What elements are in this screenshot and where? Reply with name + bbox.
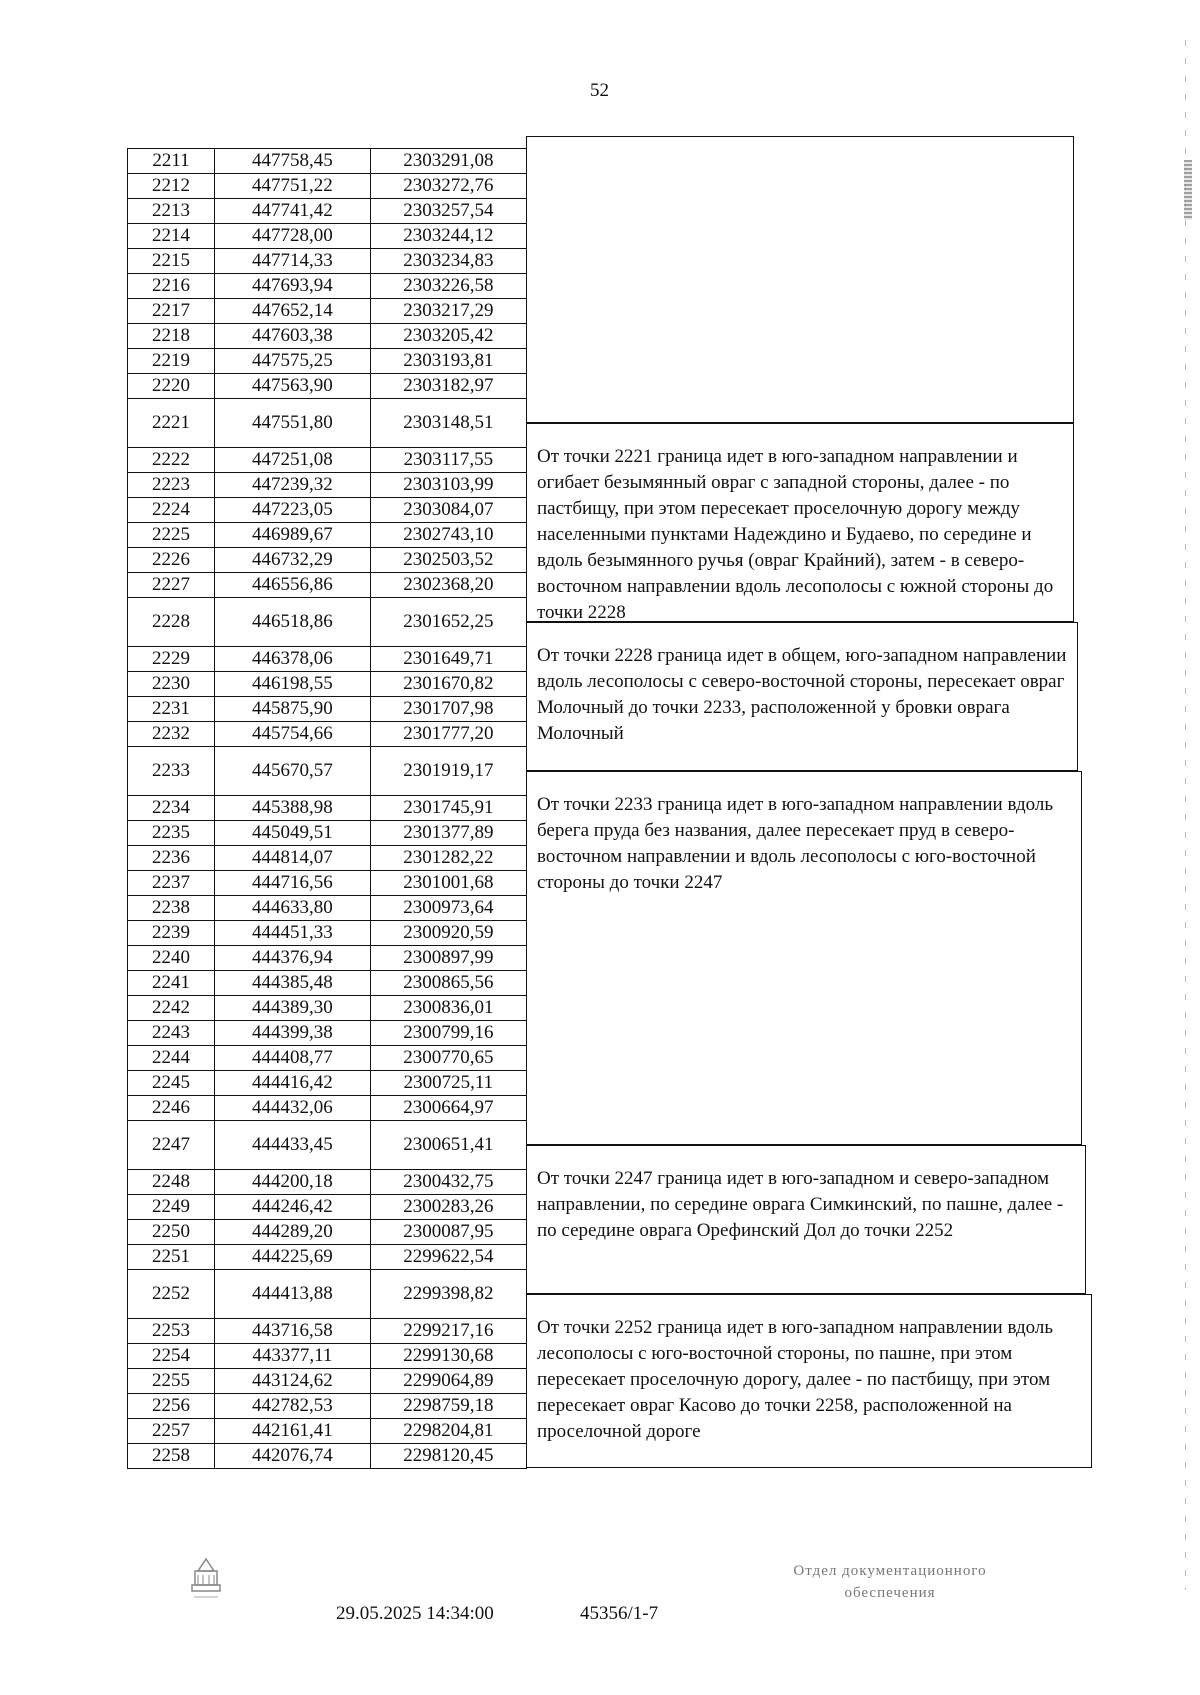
point-number-cell: 2228: [128, 598, 215, 647]
y-coordinate-cell: 2301282,22: [370, 846, 526, 871]
table-row: [128, 448, 527, 473]
y-coordinate-cell: 2303193,81: [370, 349, 526, 374]
point-number-cell: 2243: [128, 1021, 215, 1046]
table-row: [128, 796, 527, 821]
x-coordinate-cell: 445049,51: [215, 821, 371, 846]
point-number-cell: 2211: [128, 149, 215, 174]
y-coordinate-cell: 2300897,99: [370, 946, 526, 971]
table-row: [128, 647, 527, 672]
y-coordinate-cell: 2303272,76: [370, 174, 526, 199]
point-number-cell: 2235: [128, 821, 215, 846]
x-coordinate-cell: 444451,33: [215, 921, 371, 946]
y-coordinate-cell: 2302368,20: [370, 573, 526, 598]
x-coordinate-cell: 445875,90: [215, 697, 371, 722]
table-row: [128, 1021, 527, 1046]
y-coordinate-cell: 2298204,81: [370, 1419, 526, 1444]
point-number-cell: 2250: [128, 1220, 215, 1245]
x-coordinate-cell: 445388,98: [215, 796, 371, 821]
point-number-cell: 2216: [128, 274, 215, 299]
description-cell: [526, 136, 1074, 423]
table-row: [128, 921, 527, 946]
y-coordinate-cell: 2303257,54: [370, 199, 526, 224]
table-row: [128, 573, 527, 598]
description-cell: От точки 2228 граница идет в общем, юго-западном направлении вдоль лесополосы с северо-восточной стороны, пересекает овраг Молочный до точки 2233, расположенной у бровки оврага Молочный: [526, 622, 1078, 771]
x-coordinate-cell: 444416,42: [215, 1071, 371, 1096]
x-coordinate-cell: 447239,32: [215, 473, 371, 498]
y-coordinate-cell: 2303234,83: [370, 249, 526, 274]
x-coordinate-cell: 447741,42: [215, 199, 371, 224]
x-coordinate-cell: 443377,11: [215, 1344, 371, 1369]
table-row: [128, 846, 527, 871]
table-row: [128, 996, 527, 1021]
table-row: [128, 174, 527, 199]
footer-department-stamp: Отдел документационного обеспечения: [793, 1563, 987, 1601]
point-number-cell: 2244: [128, 1046, 215, 1071]
point-number-cell: 2251: [128, 1245, 215, 1270]
table-row: [128, 1046, 527, 1071]
x-coordinate-cell: 447223,05: [215, 498, 371, 523]
y-coordinate-cell: 2303084,07: [370, 498, 526, 523]
point-number-cell: 2242: [128, 996, 215, 1021]
table-row: [128, 523, 527, 548]
y-coordinate-cell: 2298120,45: [370, 1444, 526, 1469]
point-number-cell: 2220: [128, 374, 215, 399]
point-number-cell: 2254: [128, 1344, 215, 1369]
y-coordinate-cell: 2301649,71: [370, 647, 526, 672]
x-coordinate-cell: 444433,45: [215, 1121, 371, 1170]
y-coordinate-cell: 2303205,42: [370, 324, 526, 349]
y-coordinate-cell: 2303103,99: [370, 473, 526, 498]
x-coordinate-cell: 446198,55: [215, 672, 371, 697]
x-coordinate-cell: 442782,53: [215, 1394, 371, 1419]
x-coordinate-cell: 447563,90: [215, 374, 371, 399]
y-coordinate-cell: 2303117,55: [370, 448, 526, 473]
y-coordinate-cell: 2300865,56: [370, 971, 526, 996]
point-number-cell: 2236: [128, 846, 215, 871]
footer-doc-number: 45356/1-7: [580, 1603, 659, 1624]
table-row: [128, 224, 527, 249]
table-row: [128, 274, 527, 299]
point-number-cell: 2231: [128, 697, 215, 722]
x-coordinate-cell: 447251,08: [215, 448, 371, 473]
x-coordinate-cell: 444814,07: [215, 846, 371, 871]
point-number-cell: 2223: [128, 473, 215, 498]
description-cell: От точки 2221 граница идет в юго-западном направлении и огибает безымянный овраг с западной стороны, далее - по пастбищу, при этом пересекает проселочную дорогу между населенными пунктами Надеждино и Будаево, по середине и вдоль безымянного ручья (овраг Крайний), затем - в северо-восточном направлении вдоль лесополосы с южной стороны до точки 2228: [526, 423, 1074, 622]
point-number-cell: 2214: [128, 224, 215, 249]
x-coordinate-cell: 444389,30: [215, 996, 371, 1021]
y-coordinate-cell: 2300432,75: [370, 1170, 526, 1195]
point-number-cell: 2246: [128, 1096, 215, 1121]
x-coordinate-cell: 444385,48: [215, 971, 371, 996]
table-row: [128, 896, 527, 921]
x-coordinate-cell: 447551,80: [215, 399, 371, 448]
point-number-cell: 2217: [128, 299, 215, 324]
table-row: [128, 672, 527, 697]
table-row: [128, 1270, 527, 1319]
x-coordinate-cell: 444716,56: [215, 871, 371, 896]
table-row: [128, 1319, 527, 1344]
y-coordinate-cell: 2300770,65: [370, 1046, 526, 1071]
y-coordinate-cell: 2301652,25: [370, 598, 526, 647]
y-coordinate-cell: 2302503,52: [370, 548, 526, 573]
y-coordinate-cell: 2299130,68: [370, 1344, 526, 1369]
x-coordinate-cell: 447758,45: [215, 149, 371, 174]
x-coordinate-cell: 444200,18: [215, 1170, 371, 1195]
x-coordinate-cell: 446378,06: [215, 647, 371, 672]
y-coordinate-cell: 2303226,58: [370, 274, 526, 299]
y-coordinate-cell: 2300799,16: [370, 1021, 526, 1046]
point-number-cell: 2225: [128, 523, 215, 548]
x-coordinate-cell: 444413,88: [215, 1270, 371, 1319]
y-coordinate-cell: 2301001,68: [370, 871, 526, 896]
y-coordinate-cell: 2303182,97: [370, 374, 526, 399]
x-coordinate-cell: 444633,80: [215, 896, 371, 921]
y-coordinate-cell: 2303217,29: [370, 299, 526, 324]
point-number-cell: 2229: [128, 647, 215, 672]
footer-date: 29.05.2025 14:34:00: [336, 1603, 494, 1624]
table-row: [128, 399, 527, 448]
description-cell: От точки 2247 граница идет в юго-западном и северо-западном направлении, по середине оврага Симкинский, по пашне, далее - по середине оврага Орефинский Дол до точки 2252: [526, 1145, 1086, 1294]
point-number-cell: 2219: [128, 349, 215, 374]
page-number: 52: [590, 80, 609, 101]
table-row: [128, 1220, 527, 1245]
y-coordinate-cell: 2301745,91: [370, 796, 526, 821]
y-coordinate-cell: 2299622,54: [370, 1245, 526, 1270]
table-row: [128, 1369, 527, 1394]
point-number-cell: 2257: [128, 1419, 215, 1444]
table-row: [128, 946, 527, 971]
description-cell: От точки 2233 граница идет в юго-западном направлении вдоль берега пруда без названия, далее пересекает пруд в северо-восточном направлении и вдоль лесополосы с юго-восточной стороны до точки 2247: [526, 771, 1082, 1145]
x-coordinate-cell: 446732,29: [215, 548, 371, 573]
table-row: [128, 598, 527, 647]
description-cell: От точки 2252 граница идет в юго-западном направлении вдоль лесополосы с юго-восточной стороны, по пашне, при этом пересекает проселочную дорогу, далее - по пастбищу, при этом пересекает овраг Касово до точки 2258, расположенной на проселочной дороге: [526, 1294, 1092, 1469]
scan-edge-line: [1185, 40, 1186, 1590]
point-number-cell: 2233: [128, 747, 215, 796]
point-number-cell: 2213: [128, 199, 215, 224]
x-coordinate-cell: 446518,86: [215, 598, 371, 647]
table-row: [128, 1344, 527, 1369]
table-row: [128, 299, 527, 324]
point-number-cell: 2237: [128, 871, 215, 896]
x-coordinate-cell: 442161,41: [215, 1419, 371, 1444]
y-coordinate-cell: 2303148,51: [370, 399, 526, 448]
point-number-cell: 2238: [128, 896, 215, 921]
point-number-cell: 2232: [128, 722, 215, 747]
point-number-cell: 2241: [128, 971, 215, 996]
table-row: [128, 697, 527, 722]
point-number-cell: 2227: [128, 573, 215, 598]
x-coordinate-cell: 447575,25: [215, 349, 371, 374]
y-coordinate-cell: 2299064,89: [370, 1369, 526, 1394]
scan-edge-mark: [1184, 160, 1192, 220]
y-coordinate-cell: 2300664,97: [370, 1096, 526, 1121]
x-coordinate-cell: 444376,94: [215, 946, 371, 971]
y-coordinate-cell: 2303291,08: [370, 149, 526, 174]
x-coordinate-cell: 447603,38: [215, 324, 371, 349]
y-coordinate-cell: 2300725,11: [370, 1071, 526, 1096]
x-coordinate-cell: 442076,74: [215, 1444, 371, 1469]
x-coordinate-cell: 446989,67: [215, 523, 371, 548]
point-number-cell: 2218: [128, 324, 215, 349]
point-number-cell: 2253: [128, 1319, 215, 1344]
table-row: [128, 548, 527, 573]
table-row: [128, 1245, 527, 1270]
table-row: [128, 473, 527, 498]
point-number-cell: 2230: [128, 672, 215, 697]
coordinates-table: [127, 148, 527, 1469]
point-number-cell: 2222: [128, 448, 215, 473]
table-row: [128, 374, 527, 399]
point-number-cell: 2240: [128, 946, 215, 971]
y-coordinate-cell: 2300920,59: [370, 921, 526, 946]
x-coordinate-cell: 444225,69: [215, 1245, 371, 1270]
y-coordinate-cell: 2300973,64: [370, 896, 526, 921]
table-row: [128, 821, 527, 846]
y-coordinate-cell: 2302743,10: [370, 523, 526, 548]
point-number-cell: 2252: [128, 1270, 215, 1319]
x-coordinate-cell: 447693,94: [215, 274, 371, 299]
y-coordinate-cell: 2301670,82: [370, 672, 526, 697]
point-number-cell: 2255: [128, 1369, 215, 1394]
point-number-cell: 2258: [128, 1444, 215, 1469]
x-coordinate-cell: 445670,57: [215, 747, 371, 796]
x-coordinate-cell: 444246,42: [215, 1195, 371, 1220]
x-coordinate-cell: 443716,58: [215, 1319, 371, 1344]
point-number-cell: 2221: [128, 399, 215, 448]
table-row: [128, 324, 527, 349]
table-row: [128, 1444, 527, 1469]
x-coordinate-cell: 443124,62: [215, 1369, 371, 1394]
y-coordinate-cell: 2299398,82: [370, 1270, 526, 1319]
table-row: [128, 871, 527, 896]
point-number-cell: 2256: [128, 1394, 215, 1419]
table-row: [128, 1071, 527, 1096]
table-row: [128, 1170, 527, 1195]
x-coordinate-cell: 444432,06: [215, 1096, 371, 1121]
emblem-icon: [186, 1555, 226, 1615]
y-coordinate-cell: 2301919,17: [370, 747, 526, 796]
table-row: [128, 149, 527, 174]
point-number-cell: 2245: [128, 1071, 215, 1096]
point-number-cell: 2249: [128, 1195, 215, 1220]
table-row: [128, 1195, 527, 1220]
x-coordinate-cell: 446556,86: [215, 573, 371, 598]
point-number-cell: 2239: [128, 921, 215, 946]
x-coordinate-cell: 444399,38: [215, 1021, 371, 1046]
table-row: [128, 349, 527, 374]
table-row: [128, 1419, 527, 1444]
y-coordinate-cell: 2301777,20: [370, 722, 526, 747]
table-row: [128, 199, 527, 224]
x-coordinate-cell: 445754,66: [215, 722, 371, 747]
point-number-cell: 2234: [128, 796, 215, 821]
x-coordinate-cell: 444408,77: [215, 1046, 371, 1071]
table-row: [128, 1121, 527, 1170]
y-coordinate-cell: 2299217,16: [370, 1319, 526, 1344]
y-coordinate-cell: 2301707,98: [370, 697, 526, 722]
y-coordinate-cell: 2300283,26: [370, 1195, 526, 1220]
table-row: [128, 498, 527, 523]
point-number-cell: 2226: [128, 548, 215, 573]
y-coordinate-cell: 2300836,01: [370, 996, 526, 1021]
x-coordinate-cell: 447714,33: [215, 249, 371, 274]
y-coordinate-cell: 2301377,89: [370, 821, 526, 846]
y-coordinate-cell: 2300651,41: [370, 1121, 526, 1170]
y-coordinate-cell: 2300087,95: [370, 1220, 526, 1245]
y-coordinate-cell: 2298759,18: [370, 1394, 526, 1419]
x-coordinate-cell: 447652,14: [215, 299, 371, 324]
point-number-cell: 2248: [128, 1170, 215, 1195]
table-row: [128, 249, 527, 274]
table-row: [128, 1394, 527, 1419]
y-coordinate-cell: 2303244,12: [370, 224, 526, 249]
x-coordinate-cell: 444289,20: [215, 1220, 371, 1245]
point-number-cell: 2247: [128, 1121, 215, 1170]
x-coordinate-cell: 447751,22: [215, 174, 371, 199]
table-row: [128, 747, 527, 796]
point-number-cell: 2212: [128, 174, 215, 199]
x-coordinate-cell: 447728,00: [215, 224, 371, 249]
table-row: [128, 1096, 527, 1121]
point-number-cell: 2215: [128, 249, 215, 274]
point-number-cell: 2224: [128, 498, 215, 523]
table-row: [128, 722, 527, 747]
table-row: [128, 971, 527, 996]
